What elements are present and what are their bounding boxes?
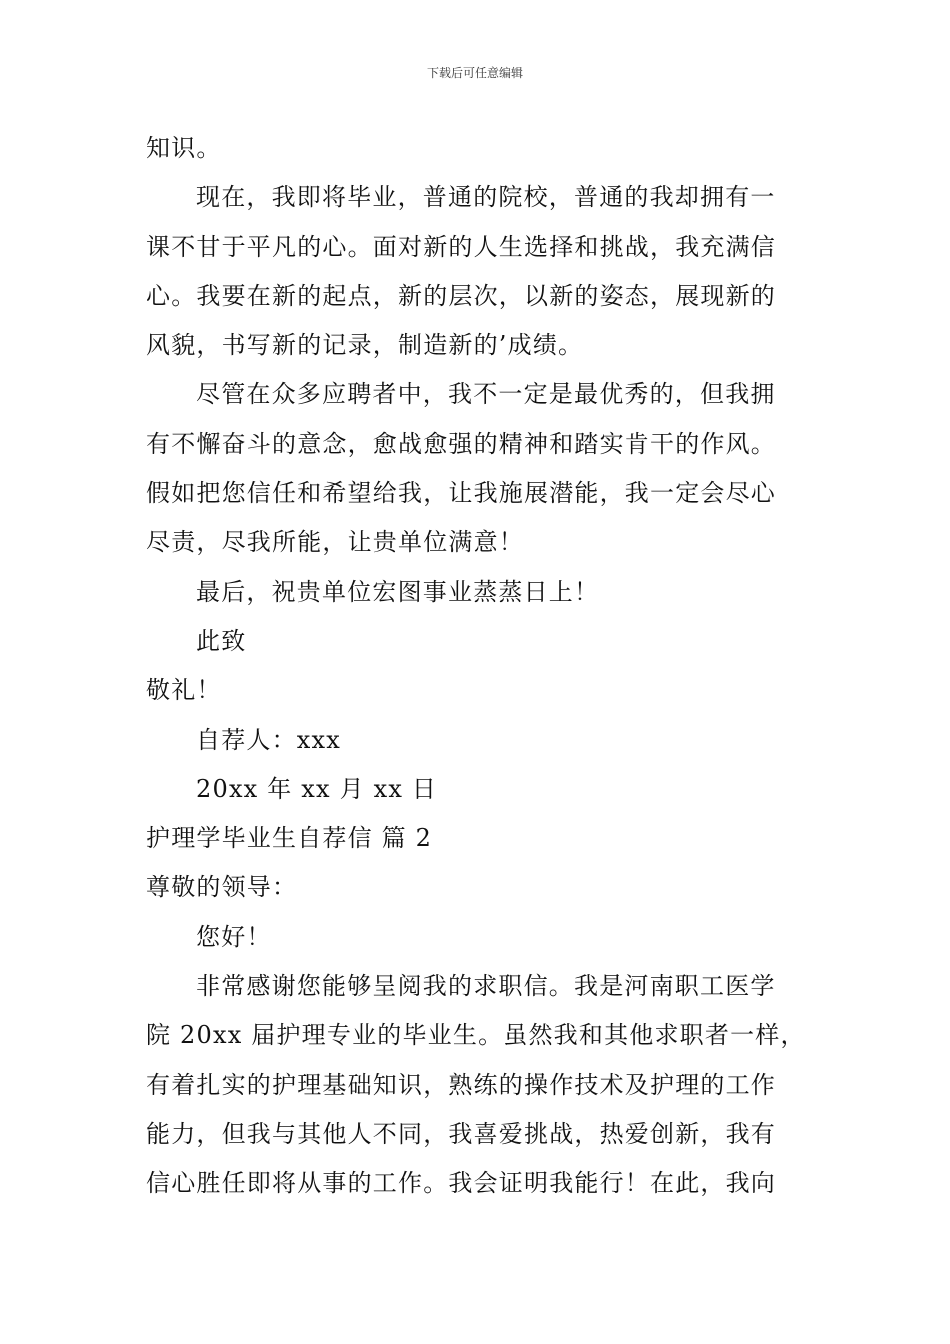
text-line: 有着扎实的护理基础知识，熟练的操作技术及护理的工作 xyxy=(146,1070,776,1099)
text-line: 知识。 xyxy=(146,134,222,162)
signature-line: 自荐人：xxx xyxy=(196,725,342,754)
text-line: 最后，祝贵单位宏图事业蒸蒸日上！ xyxy=(196,577,600,606)
salutation-closing: 敬礼！ xyxy=(146,676,222,705)
text-line: 非常感谢您能够呈阅我的求职信。我是河南职工医学 xyxy=(196,972,776,1001)
text-line: 风貌，书写新的记录，制造新的’成绩。 xyxy=(146,331,584,360)
greeting: 您好！ xyxy=(196,922,272,951)
text-line: 能力，但我与其他人不同，我喜爱挑战，热爱创新，我有 xyxy=(146,1119,776,1148)
text-line: 尽管在众多应聘者中，我不一定是最优秀的，但我拥 xyxy=(196,380,776,409)
closing-phrase: 此致 xyxy=(196,626,247,655)
text-line: 信心胜任即将从事的工作。我会证明我能行！在此，我向 xyxy=(146,1169,776,1198)
text-line: 心。我要在新的起点，新的层次，以新的姿态，展现新的 xyxy=(146,281,776,310)
text-line: 院 20xx 届护理专业的毕业生。虽然我和其他求职者一样， xyxy=(146,1021,806,1050)
date-line: 20xx 年 xx 月 xx 日 xyxy=(196,774,438,803)
section-title: 护理学毕业生自荐信 篇 2 xyxy=(146,824,433,853)
page-header: 下载后可任意编辑 xyxy=(426,66,523,80)
text-line: 课不甘于平凡的心。面对新的人生选择和挑战，我充满信 xyxy=(146,232,776,261)
greeting-recipient: 尊敬的领导： xyxy=(146,873,298,902)
text-line: 尽责，尽我所能，让贵单位满意！ xyxy=(146,528,524,557)
text-line: 现在，我即将毕业，普通的院校，普通的我却拥有一 xyxy=(196,183,776,212)
text-line: 假如把您信任和希望给我，让我施展潜能，我一定会尽心 xyxy=(146,479,776,508)
text-line: 有不懈奋斗的意念，愈战愈强的精神和踏实肯干的作风。 xyxy=(146,429,776,458)
document-body xyxy=(146,124,808,1209)
